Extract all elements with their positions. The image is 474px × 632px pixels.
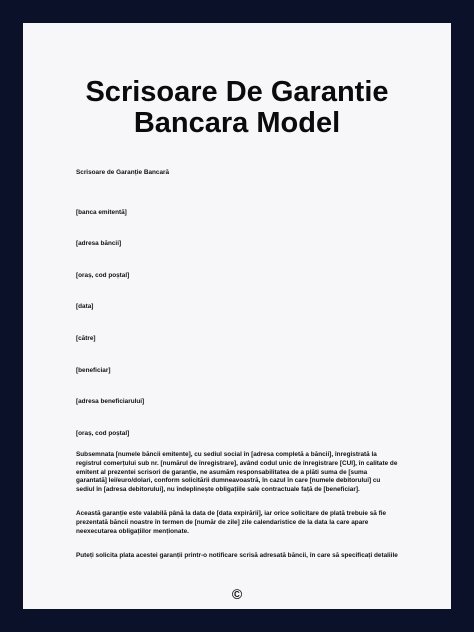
- paragraph-payment-request: Puteți solicita plata acestei garanții printr-o notificare scrisă adresată băncii, în care să specificați detaliile: [76, 552, 398, 560]
- paragraph-guarantee-statement: Subsemnata [numele băncii emitente], cu sediul social în [adresa completă a băncii], înregistrată la registrul comerțului sub nr. [numărul de înregistrare], având codul unic de înregistrare [CUI], în calitate de emitent al prezentei scrisori de garanție, ne asumăm responsabilitatea de a plăti suma de [suma garantată] lei/euro/dolari, conform solicitării dumneavoastră, în cazul în care [numele debitorului] cu sediul în [adresa debitorului], nu îndeplinește obligațiile sale contractuale față de [beneficiar].: [76, 451, 398, 493]
- field-beneficiary: [beneficiar]: [76, 366, 111, 374]
- field-to: [către]: [76, 334, 96, 342]
- field-city-postcode: [oraș, cod poștal]: [76, 271, 130, 279]
- field-bank-address: [adresa băncii]: [76, 240, 122, 248]
- copyright-icon: ©: [231, 586, 243, 602]
- letter-body: [76, 169, 398, 577]
- document-page: [23, 23, 451, 609]
- page-title: [23, 77, 451, 139]
- field-issuing-bank: [banca emitentă]: [76, 208, 127, 216]
- field-date: [data]: [76, 303, 94, 311]
- field-beneficiary-address: [adresa beneficiarului]: [76, 398, 145, 406]
- letter-heading: Scrisoare de Garanție Bancară: [76, 169, 170, 176]
- field-beneficiary-city-postcode: [oraș, cod poștal]: [76, 429, 130, 437]
- page-title-line-2: Bancara Model: [133, 107, 341, 139]
- page-title-line-1: Scrisoare De Garantie: [85, 76, 389, 108]
- paragraph-validity: Această garanție este valabilă până la data de [data expirării], iar orice solicitare de plată trebuie să fie prezentată băncii noastre în termen de [număr de zile] zile calendaristice de la data la care apare neexecutarea obligațiilor menționate.: [76, 510, 387, 535]
